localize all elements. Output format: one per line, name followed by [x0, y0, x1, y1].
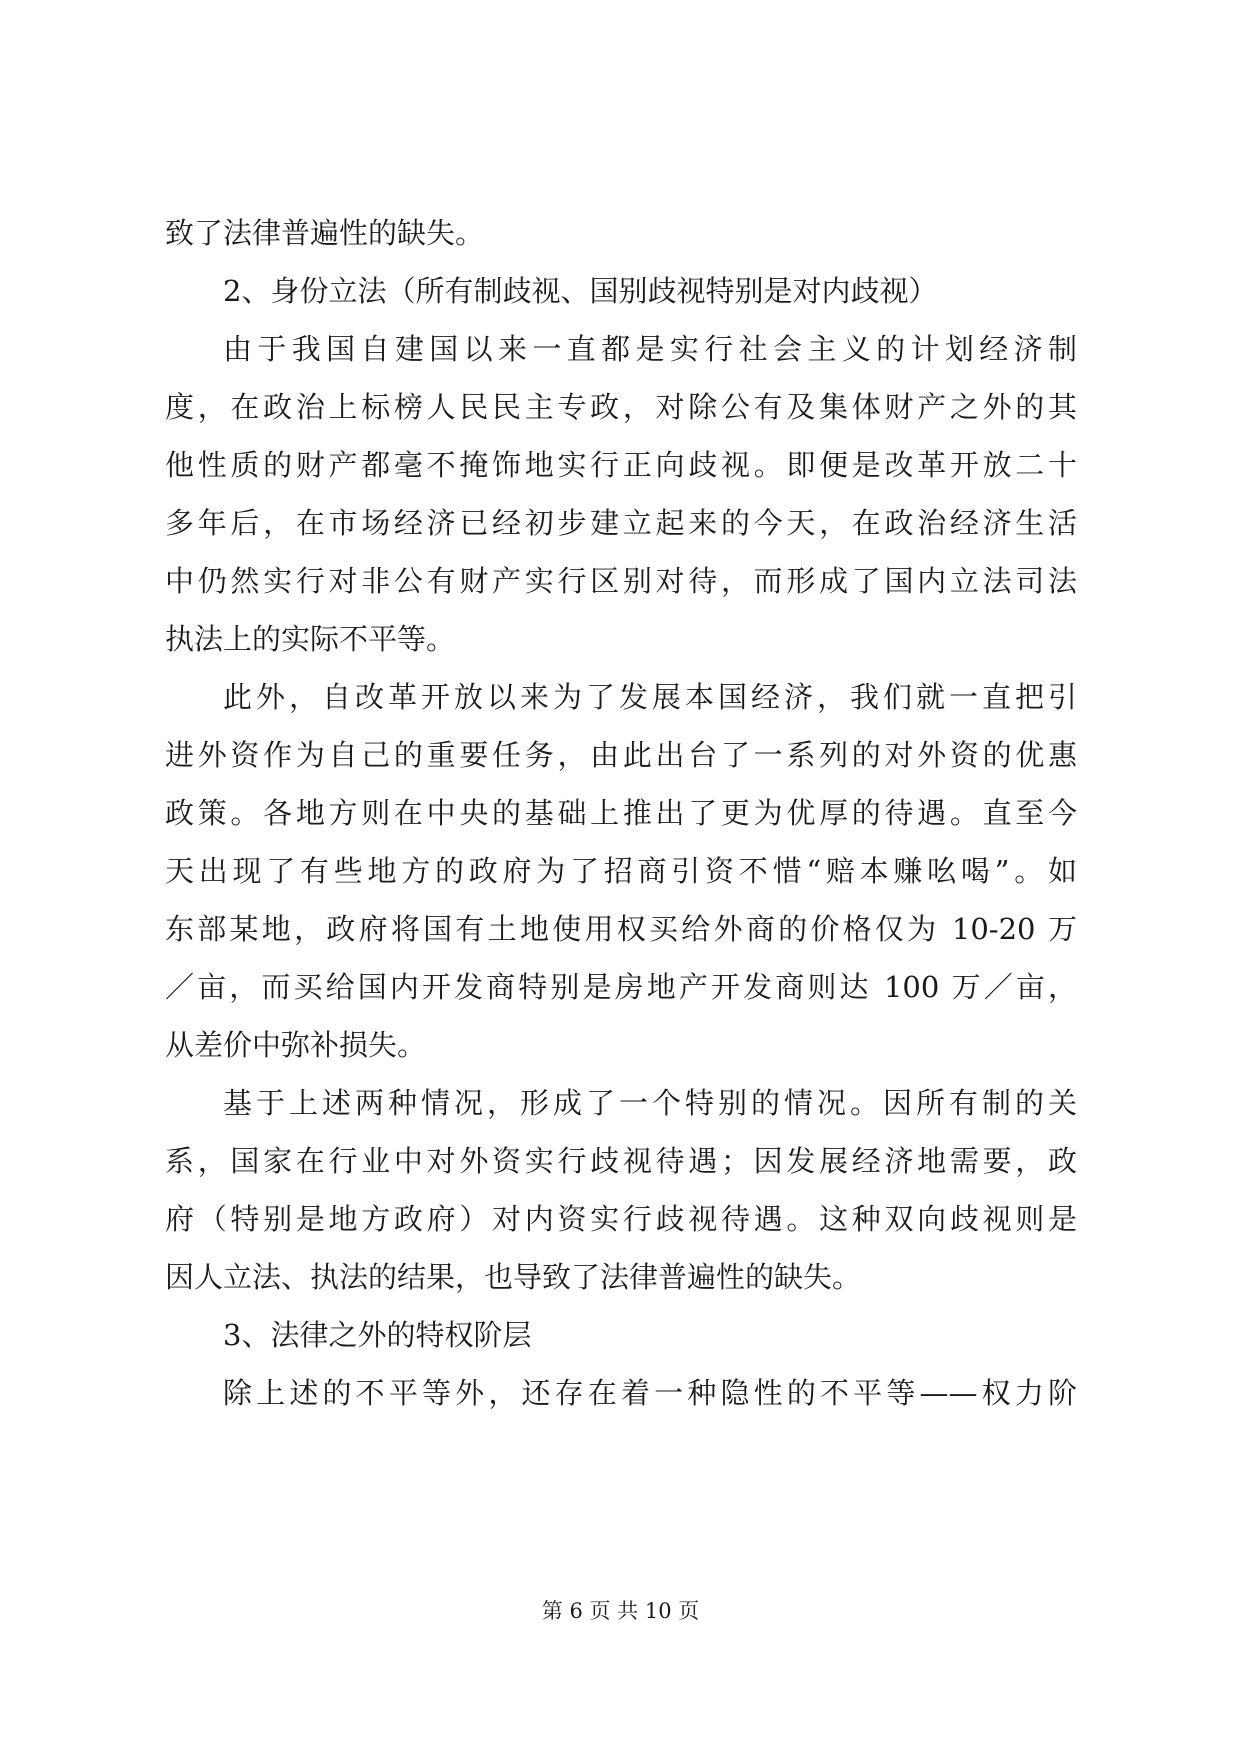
text-line: 基于上述两种情况，形成了一个特别的情况。因所有制的关 — [223, 1086, 1077, 1120]
text-line: 系，国家在行业中对外资实行歧视待遇；因发展经济地需要，政 — [165, 1144, 1077, 1178]
text-line: 东部某地，政府将国有土地使用权买给外商的价格仅为 10-20 万 — [165, 912, 1077, 946]
text-line: 因人立法、执法的结果，也导致了法律普遍性的缺失。 — [165, 1260, 862, 1294]
text-line: 从差价中弥补损失。 — [165, 1028, 427, 1062]
text-line: 致了法律普遍性的缺失。 — [165, 216, 485, 250]
text-line: 由于我国自建国以来一直都是实行社会主义的计划经济制 — [223, 332, 1077, 366]
section-heading-3: 3、法律之外的特权阶层 — [223, 1318, 532, 1352]
text-line: 此外，自改革开放以来为了发展本国经济，我们就一直把引 — [223, 680, 1077, 714]
text-line: 天出现了有些地方的政府为了招商引资不惜“赔本赚吆喝”。如 — [165, 854, 1077, 888]
section-heading-2: 2、身份立法（所有制歧视、国别歧视特别是对内歧视） — [223, 274, 938, 308]
text-line: 度，在政治上标榜人民民主专政，对除公有及集体财产之外的其 — [165, 390, 1077, 424]
text-line: 进外资作为自己的重要任务，由此出台了一系列的对外资的优惠 — [165, 738, 1077, 772]
document-body — [165, 204, 1077, 1422]
text-line: 除上述的不平等外，还存在着一种隐性的不平等——权力阶 — [223, 1376, 1077, 1410]
text-line: 他性质的财产都毫不掩饰地实行正向歧视。即便是改革开放二十 — [165, 448, 1077, 482]
text-line: 多年后，在市场经济已经初步建立起来的今天，在政治经济生活 — [165, 506, 1077, 540]
text-line: 中仍然实行对非公有财产实行区别对待，而形成了国内立法司法 — [165, 564, 1077, 598]
text-line: 政策。各地方则在中央的基础上推出了更为优厚的待遇。直至今 — [165, 796, 1077, 830]
text-line: ／亩，而买给国内开发商特别是房地产开发商则达 100 万／亩， — [165, 970, 1077, 1004]
text-line: 府（特别是地方政府）对内资实行歧视待遇。这种双向歧视则是 — [165, 1202, 1077, 1236]
text-line: 执法上的实际不平等。 — [165, 622, 456, 656]
page-number-footer: 第 6 页 共 10 页 — [541, 1599, 700, 1623]
